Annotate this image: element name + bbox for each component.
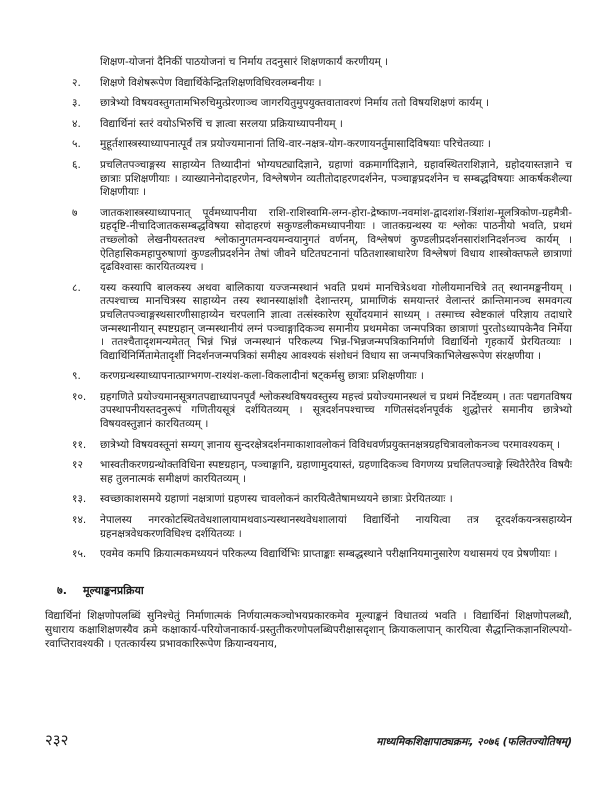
item-text: ग्रहगणिते प्रयोज्यमानसूत्रगतपद्याध्यापनपूर्वं श्लोकस्थविषयवस्तुस्य महत्त्वं प्रयोज्यमानस्थलं च प्रथमं निर्देष्टव्यम् । ततः पद्यगतविषय उपस्थापनीयस्तदनुरूपं गणितीयसूत्रं दर्शयितव्यम् । सूत्रदर्शनपश्चाच्च गणितसंदर्शनपूर्वकं शुद्धोत्तरं समानीय छात्रेभ्यो विषयवस्तुज्ञानं कारयितव्यम् । <box>100 390 572 431</box>
list-item <box>72 207 572 275</box>
numbered-list <box>45 77 572 562</box>
item-number: ७ <box>72 206 78 219</box>
item-text: विद्यार्थिनां स्तरं वयोऽभिरुचिं च ज्ञात्वा सरलया प्रक्रियाध्यापनीयम् । <box>100 117 343 130</box>
intro-continuation-line: शिक्षण-योजनां दैनिकीं पाठयोजनां च निर्माय तदनुसारं शिक्षणकार्यं करणीयम् । <box>100 56 389 68</box>
item-number: ५. <box>72 138 81 151</box>
list-item <box>72 370 572 384</box>
item-number: ८. <box>72 281 81 294</box>
evaluation-paragraph: विद्यार्थिनां शिक्षणोपलब्धिं सुनिश्चेतुं निर्माणात्मकं निर्णयात्मकञ्चोभयप्रकारकमेव मूल्याङ्कनं विधातव्यं भवति । विद्यार्थिनां शिक्षणोपलब्धौ, सुधाराय कक्षाशिक्षणस्यैव क्रमे कक्षाकार्य-परियोजनाकार्य-प्रस्तुतीकरणोपलब्धिपरीक्षासदृशान् क्रियाकलापान् कारयित्वा सैद्धान्तिकज्ञानशिल्पयो-रवाप्तिरावश्यकी । एतत्कार्यस्य प्रभावकारिरूपेण क्रियान्वयनाय, <box>45 610 572 650</box>
item-text: छात्रेभ्यो विषयवस्तूनां सम्यग् ज्ञानाय सुन्दरक्षेत्रदर्शनमाकाशावलोकनं विविधवर्णप्रयुक्तनक्षत्रग्रहचित्रावलोकनञ्च परमावश्यकम् । <box>100 438 561 451</box>
list-item <box>72 548 572 562</box>
list-item <box>72 391 572 432</box>
page-footer <box>45 731 572 750</box>
item-text: स्वच्छाकाशसमये ग्रहाणां नक्षत्राणां ग्रहणस्य चावलोकनं कारयित्वैतेषामध्ययने छात्राः प्रेरयितव्याः । <box>100 493 453 506</box>
item-number: ९. <box>72 370 81 383</box>
item-number: ३. <box>72 97 81 110</box>
item-number: १३. <box>72 493 87 506</box>
item-text: शिक्षणे विशेषरूपेण विद्यार्थिकेन्द्रितशिक्षणविधिरवलम्बनीयः । <box>100 76 322 89</box>
list-item <box>72 138 572 152</box>
item-text: नेपालस्य नगरकोटस्थितवेधशालायामथवाऽन्यस्थानस्थवेधशालायां विद्यार्थिनो नाययित्वा तत्र दूरदर्शकयन्त्रसहाय्येन ग्रहनक्षत्रवेधकरणविधिश्च दर्शयितव्यः । <box>100 514 572 540</box>
item-number: २. <box>72 76 81 89</box>
item-text: भास्वतीकरणग्रन्थोक्तविधिना स्पष्टग्रहान्, पञ्चाङ्गानि, ग्रहाणामुदयास्तं, ग्रहणादिकञ्च विगणय्य प्रचलितपञ्चाङ्गे स्थितैरेतैरेव विषयैः सह तुलनात्मकं समीक्षणं कारयितव्यम् । <box>100 459 572 485</box>
item-text: मुहूर्तशास्त्रस्याध्यापनात्पूर्वं तत्र प्रयोज्यमानानां तिथि-वार-नक्षत्र-योग-करणायनर्तुमासादिविषयाः परिचेतव्याः । <box>100 138 491 151</box>
list-item <box>72 493 572 507</box>
list-item <box>72 118 572 132</box>
item-text: छात्रेभ्यो विषयवस्तुगतामभिरुचिमुत्प्रेरणाञ्च जागरयितुमुपयुक्तवातावरणं निर्माय ततो विषयशिक्षणं कार्यम् । <box>100 97 489 110</box>
list-item <box>72 282 572 364</box>
section-title: मूल्याङ्कनप्रक्रिया <box>83 583 144 597</box>
list-item <box>72 97 572 111</box>
list-item <box>72 77 572 91</box>
list-item <box>72 159 572 200</box>
section-heading <box>57 584 572 598</box>
item-text: प्रचलितपञ्चाङ्गस्य साहाय्येन तिथ्यादीनां भोग्यघट्यादिज्ञाने, ग्रहाणां वक्रमार्गादिज्ञाने, ग्रहावस्थितराशिज्ञाने, ग्रहोदयास्तज्ञाने च छात्राः प्रशिक्षणीयाः । व्याख्यानेनोदाहरणेन, विश्लेषणेन व्यतीतोदाहरणदर्शनेन, पञ्चाङ्गप्रदर्शनेन च सम्बद्धविषयाः आकर्षकशैल्या शिक्षणीयाः । <box>100 158 572 199</box>
item-number: ४. <box>72 117 81 130</box>
page-number: २३२ <box>45 731 69 749</box>
item-number: ६. <box>72 158 81 171</box>
item-number: १०. <box>72 390 87 403</box>
item-number: १४. <box>72 514 87 527</box>
item-number: १५. <box>72 548 87 561</box>
list-item <box>72 459 572 486</box>
list-item <box>72 514 572 541</box>
item-number: १२ <box>72 459 83 472</box>
item-text: एवमेव कमपि क्रियात्मकमध्ययनं परिकल्प्य विद्यार्थिभिः प्राप्ताङ्काः सम्बद्धस्थाने परीक्षानियमानुसारेण यथासमयं एव प्रेषणीयाः । <box>100 548 558 561</box>
list-item <box>72 439 572 453</box>
item-number: ११. <box>72 438 87 451</box>
item-text: करणग्रन्थस्याध्यापनात्प्राग्भगण-राश्यंश-कला-विकलादीनां षट्कर्मसु छात्राः प्रशिक्षणीयाः । <box>100 370 424 383</box>
item-text: जातकशास्त्रस्याध्यापनात् पूर्वमध्यापनीया राशि-राशिस्वामि-लग्न-होरा-द्रेष्काण-नवमांश-द्वादशांश-त्रिंशांश-मूलत्रिकोण-ग्रहमैत्री-ग्रहदृष्टि-नीचादिजातकसम्बद्धविषया सोदाहरणं सकुण्डलीकमध्यापनीयाः । जातकग्रन्थस्य यः श्लोकः पाठनीयो भवति, प्रथमं तच्छ्लोको लेखनीयस्ततश्च श्लोकानुगतमन्वयमन्वयानुगतं वर्णनम्, विश्लेषणं कुण्डलीप्रदर्शनसारांशनिदर्शनञ्च कार्यम् । ऐतिहासिकमहापुरुषाणां कुण्डलीप्रदर्शनेन तेषां जीवने घटितघटनानां पठितशास्त्राधारेण विश्लेषणं विधाय शास्त्रोक्तफले छात्राणां दृढविश्वासः कारयितव्यश्च । <box>100 206 572 274</box>
item-text: यस्य कस्यापि बालकस्य अथवा बालिकाया यज्जन्मस्थानं भवति प्रथमं मानचित्रेऽथवा गोलीयमानचित्रे तत् स्थानमङ्कनीयम् । तत्पश्चाच्च मानचित्रस्य साहाय्येन तस्य स्थानस्याक्षांशौ देशान्तरम्, प्रामाणिकं समयान्तरं वेलान्तरं क्रान्तिमानञ्च समवगत्य प्रचलितपञ्चाङ्गस्थसारणीसाहाय्येन चरपलानि ज्ञात्वा तत्संस्कारेण सूर्योदयमानं साध्यम् । तस्माच्च स्वेष्टकालं परिज्ञाय तदाधारे जन्मस्थानीयान् स्पष्टग्रहान् जन्मस्थानीयं लग्नं पञ्चाङ्गादिकञ्च समानीय प्रथममेका जन्मपत्रिका छात्राणां पुरतोऽध्यापकेनैव निर्मेया । ततश्चैतादृशमन्यमेतत् भिन्नं भिन्नं जन्मस्थानं परिकल्प्य भिन्न-भिन्नजन्मपत्रिकानिर्माणे विद्यार्थिनो गृहकार्ये प्रेरयितव्याः । विद्यार्थिनिर्मितामेतादृशीं निदर्शनजन्मपत्रिकां समीक्ष्य आवश्यकं संशोधनं विधाय सा जन्मपत्रिकाभिलेखरूपेण संरक्षणीया । <box>100 281 572 362</box>
document-source-label: माध्यमिकशिक्षापाठ्यक्रमः, २०७६ (फलितज्योतिषम्) <box>376 736 572 748</box>
section-number: ७. <box>57 583 67 597</box>
